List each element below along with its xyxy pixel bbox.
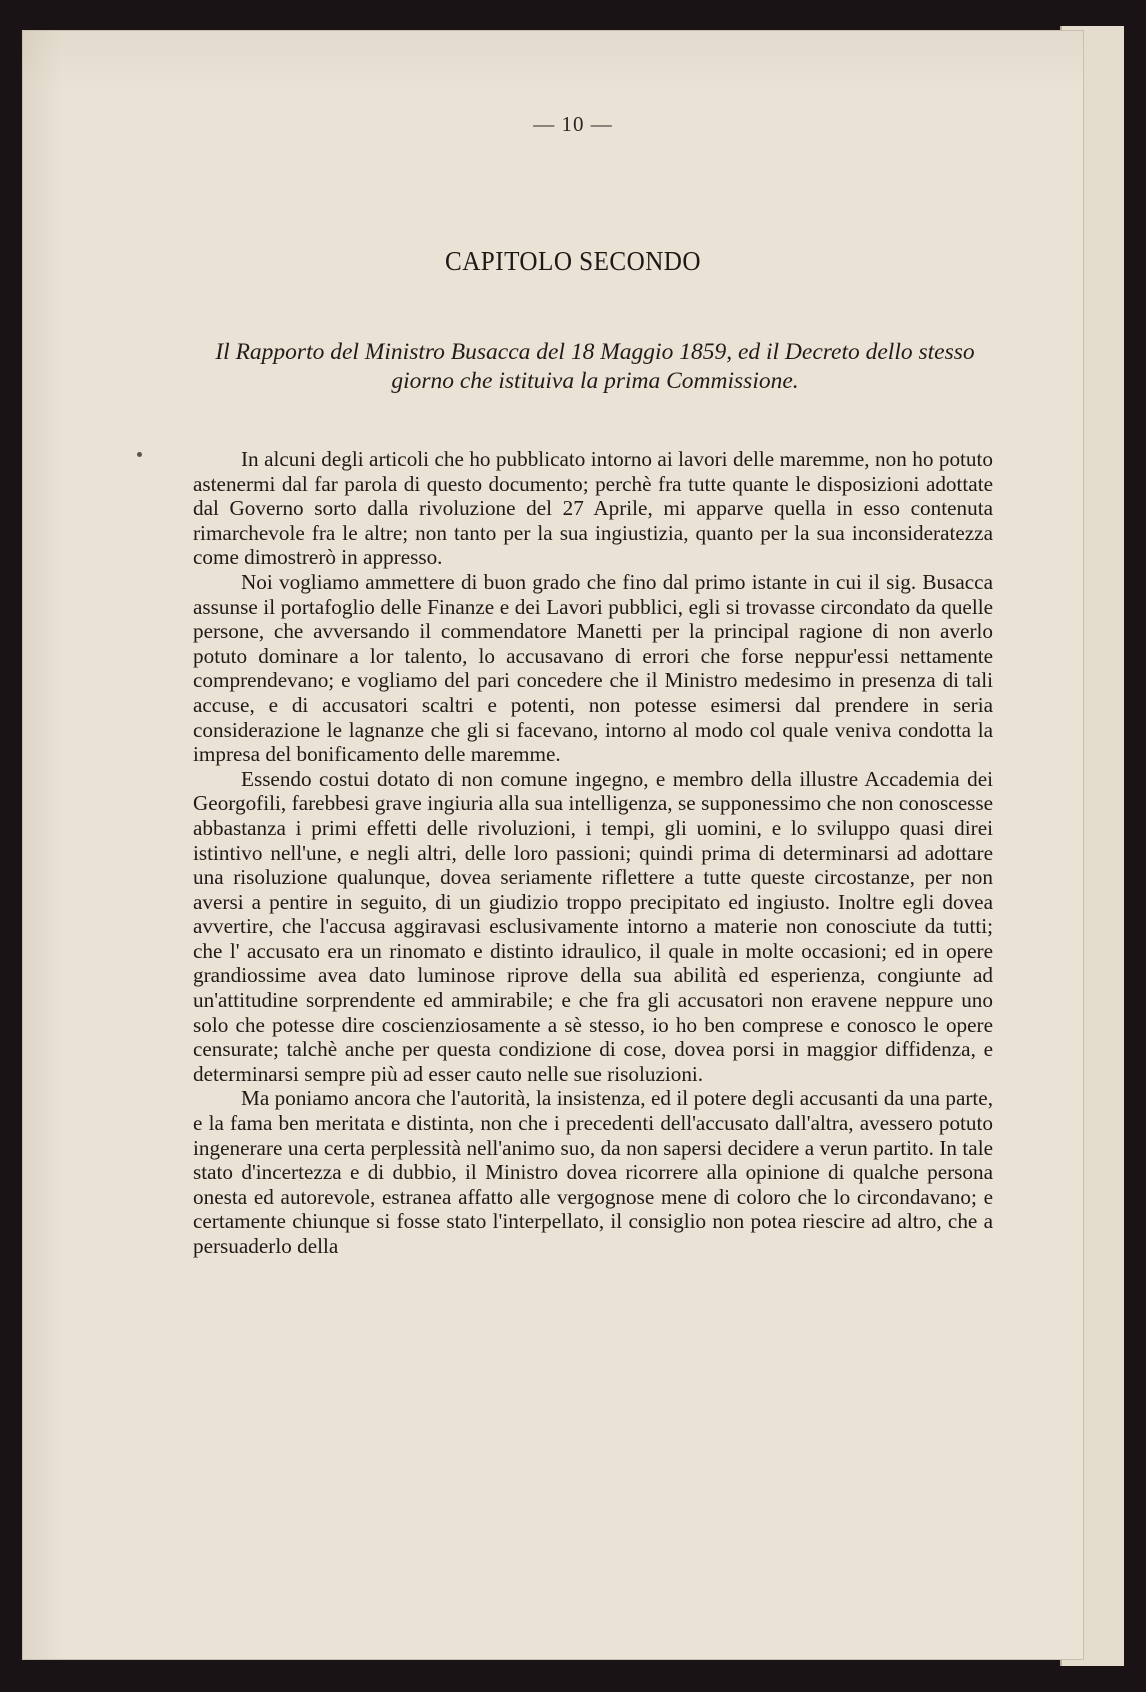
body-text (193, 447, 993, 1259)
chapter-subtitle: Il Rapporto del Ministro Busacca del 18 Maggio 1859, ed il Decreto dello stesso giorno che istituiva la prima Commissione. (215, 339, 975, 394)
ink-speck (137, 452, 142, 457)
paragraph-1: In alcuni degli articoli che ho pubblicato intorno ai lavori delle maremme, non ho potuto astenermi dal far parola di questo documento; perchè fra tutte quante le disposizioni adottate dal Governo sorto dalla rivoluzione del 27 Aprile, mi apparve quella in esso contenuta rimarchevole fra le altre; non tanto per la sua ingiustizia, quanto per la sua inconsideratezza come dimostrerò in appresso. (193, 447, 993, 570)
paragraph-4: Ma poniamo ancora che l'autorità, la insistenza, ed il potere degli accusanti da una parte, e la fama ben meritata e distinta, non che i precedenti dell'accusato dall'altra, avessero potuto ingenerare una certa perplessità nell'animo suo, da non sapersi decidere a verun partito. In tale stato d'incertezza e di dubbio, il Ministro dovea ricorrere alla opinione di qualche persona onesta ed autorevole, estranea affatto alle vergognose mene di coloro che lo circondavano; e certamente chiunque si fosse stato l'interpellato, il consiglio non potea riescire ad altro, che a persuaderlo della (193, 1086, 993, 1258)
page-number: — 10 — (533, 112, 613, 136)
paragraph-3: Essendo costui dotato di non comune ingegno, e membro della illustre Accademia dei Georgofili, farebbesi grave ingiuria alla sua intelligenza, se supponessimo che non conoscesse abbastanza i primi effetti delle rivoluzioni, i tempi, gli uomini, e lo sviluppo quasi direi istintivo nell'une, e negli altri, delle loro passioni; quindi prima di determinarsi ad adottare una risoluzione qualunque, dovea seriamente riflettere a tutte queste circostanze, per non aversi a pentire in seguito, di un giudizio troppo precipitato ed ingiusto. Inoltre egli dovea avvertire, che l'accusa aggiravasi esclusivamente intorno a materie non conosciute da tutti; che l' accusato era un rinomato e distinto idraulico, il quale in molte occasioni; ed in opere grandiossime avea dato luminose riprove della sua abilità ed esperienza, congiunte ad un'attitudine sorprendente ed ammirabile; e che fra gli accusatori non eravene neppure uno solo che potesse dire coscienziosamente a sè stesso, io ho ben comprese e conosco le opere censurate; talchè anche per questa condizione di cose, dovea porsi in maggior diffidenza, e determinarsi sempre più ad esser cauto nelle sue risoluzioni. (193, 766, 993, 1086)
paragraph-2: Noi vogliamo ammettere di buon grado che fino dal primo istante in cui il sig. Busacca assunse il portafoglio delle Finanze e dei Lavori pubblici, egli si trovasse circondato da quelle persone, che avversando il commendatore Manetti per la principal ragione di non averlo potuto dominare a lor talento, lo accusavano di errori che forse neppur'essi nettamente comprendevano; e vogliamo del pari concedere che il Ministro medesimo in presenza di tali accuse, e di accusatori scaltri e potenti, non potesse esimersi dal prendere in seria considerazione le lagnanze che gli si facevano, intorno al modo col quale veniva condotta la impresa del bonificamento delle maremme. (193, 569, 993, 767)
chapter-title: CAPITOLO SECONDO (444, 246, 702, 276)
